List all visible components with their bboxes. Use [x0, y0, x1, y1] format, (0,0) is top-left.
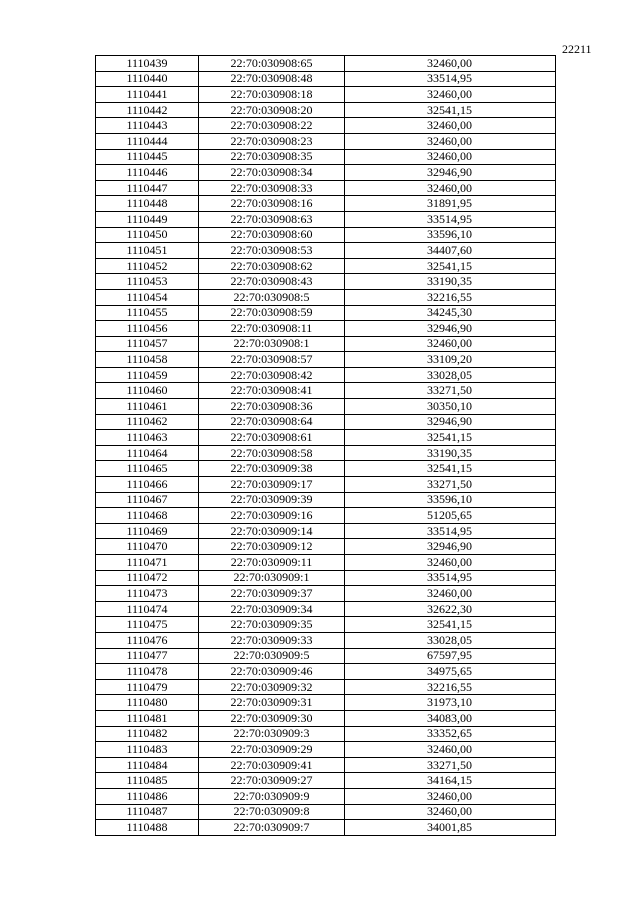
value-cell: 32216,55	[345, 679, 556, 695]
row-number-cell: 1110472	[96, 570, 199, 586]
table-row	[96, 180, 556, 196]
table-row	[96, 118, 556, 134]
table-row	[96, 258, 556, 274]
table-row	[96, 56, 556, 72]
cadastral-number-cell: 22:70:030909:35	[199, 617, 345, 633]
value-cell: 33596,10	[345, 492, 556, 508]
table-row	[96, 508, 556, 524]
row-number-cell: 1110479	[96, 679, 199, 695]
value-cell: 33514,95	[345, 71, 556, 87]
cadastral-number-cell: 22:70:030908:22	[199, 118, 345, 134]
table-row	[96, 570, 556, 586]
cadastral-number-cell: 22:70:030909:8	[199, 804, 345, 820]
row-number-cell: 1110486	[96, 788, 199, 804]
table-row	[96, 461, 556, 477]
cadastral-number-cell: 22:70:030908:36	[199, 399, 345, 415]
value-cell: 33514,95	[345, 523, 556, 539]
table-row	[96, 196, 556, 212]
cadastral-number-cell: 22:70:030908:20	[199, 102, 345, 118]
value-cell: 67597,95	[345, 648, 556, 664]
row-number-cell: 1110482	[96, 726, 199, 742]
row-number-cell: 1110461	[96, 399, 199, 415]
cadastral-number-cell: 22:70:030908:41	[199, 383, 345, 399]
cadastral-number-cell: 22:70:030908:60	[199, 227, 345, 243]
table-row	[96, 523, 556, 539]
cadastral-number-cell: 22:70:030908:1	[199, 336, 345, 352]
table-row	[96, 321, 556, 337]
table-row	[96, 149, 556, 165]
cadastral-number-cell: 22:70:030909:32	[199, 679, 345, 695]
cadastral-number-cell: 22:70:030909:1	[199, 570, 345, 586]
row-number-cell: 1110457	[96, 336, 199, 352]
value-cell: 32460,00	[345, 149, 556, 165]
row-number-cell: 1110477	[96, 648, 199, 664]
table-row	[96, 492, 556, 508]
cadastral-number-cell: 22:70:030908:18	[199, 87, 345, 103]
table-row	[96, 399, 556, 415]
table-row	[96, 71, 556, 87]
value-cell: 33514,95	[345, 570, 556, 586]
table-row	[96, 165, 556, 181]
value-cell: 33271,50	[345, 383, 556, 399]
cadastral-number-cell: 22:70:030909:17	[199, 477, 345, 493]
table-row	[96, 87, 556, 103]
value-cell: 31891,95	[345, 196, 556, 212]
table-row	[96, 430, 556, 446]
value-cell: 34164,15	[345, 773, 556, 789]
value-cell: 33028,05	[345, 632, 556, 648]
value-cell: 34083,00	[345, 710, 556, 726]
row-number-cell: 1110465	[96, 461, 199, 477]
cadastral-number-cell: 22:70:030908:62	[199, 258, 345, 274]
row-number-cell: 1110484	[96, 757, 199, 773]
row-number-cell: 1110454	[96, 289, 199, 305]
cadastral-number-cell: 22:70:030909:30	[199, 710, 345, 726]
value-cell: 32946,90	[345, 321, 556, 337]
table-row	[96, 555, 556, 571]
row-number-cell: 1110451	[96, 243, 199, 259]
value-cell: 51205,65	[345, 508, 556, 524]
cadastral-number-cell: 22:70:030908:59	[199, 305, 345, 321]
row-number-cell: 1110441	[96, 87, 199, 103]
table-row	[96, 632, 556, 648]
cadastral-number-cell: 22:70:030908:11	[199, 321, 345, 337]
row-number-cell: 1110448	[96, 196, 199, 212]
value-cell: 32460,00	[345, 180, 556, 196]
table-row	[96, 648, 556, 664]
value-cell: 33190,35	[345, 274, 556, 290]
row-number-cell: 1110452	[96, 258, 199, 274]
value-cell: 32216,55	[345, 289, 556, 305]
row-number-cell: 1110483	[96, 742, 199, 758]
row-number-cell: 1110466	[96, 477, 199, 493]
table-row	[96, 289, 556, 305]
value-cell: 33352,65	[345, 726, 556, 742]
value-cell: 33109,20	[345, 352, 556, 368]
table-row	[96, 445, 556, 461]
value-cell: 33514,95	[345, 211, 556, 227]
table-row	[96, 773, 556, 789]
row-number-cell: 1110444	[96, 133, 199, 149]
row-number-cell: 1110463	[96, 430, 199, 446]
value-cell: 34975,65	[345, 664, 556, 680]
value-cell: 32460,00	[345, 118, 556, 134]
cadastral-number-cell: 22:70:030908:65	[199, 56, 345, 72]
table-row	[96, 102, 556, 118]
table-row	[96, 211, 556, 227]
value-cell: 32460,00	[345, 56, 556, 72]
cadastral-number-cell: 22:70:030909:37	[199, 586, 345, 602]
row-number-cell: 1110439	[96, 56, 199, 72]
cadastral-number-cell: 22:70:030908:33	[199, 180, 345, 196]
cadastral-number-cell: 22:70:030909:29	[199, 742, 345, 758]
cadastral-number-cell: 22:70:030909:5	[199, 648, 345, 664]
row-number-cell: 1110487	[96, 804, 199, 820]
row-number-cell: 1110474	[96, 601, 199, 617]
table-row	[96, 679, 556, 695]
value-cell: 32460,00	[345, 133, 556, 149]
value-cell: 32460,00	[345, 87, 556, 103]
cadastral-number-cell: 22:70:030908:58	[199, 445, 345, 461]
value-cell: 30350,10	[345, 399, 556, 415]
table-row	[96, 804, 556, 820]
table-row	[96, 274, 556, 290]
cadastral-number-cell: 22:70:030908:61	[199, 430, 345, 446]
cadastral-number-cell: 22:70:030909:12	[199, 539, 345, 555]
table-row	[96, 352, 556, 368]
value-cell: 32460,00	[345, 336, 556, 352]
value-cell: 32946,90	[345, 539, 556, 555]
row-number-cell: 1110460	[96, 383, 199, 399]
table-row	[96, 305, 556, 321]
value-cell: 32622,30	[345, 601, 556, 617]
value-cell: 32460,00	[345, 555, 556, 571]
cadastral-number-cell: 22:70:030909:16	[199, 508, 345, 524]
value-cell: 33271,50	[345, 477, 556, 493]
table-row	[96, 243, 556, 259]
row-number-cell: 1110464	[96, 445, 199, 461]
table-row	[96, 820, 556, 836]
row-number-cell: 1110445	[96, 149, 199, 165]
cadastral-number-cell: 22:70:030909:3	[199, 726, 345, 742]
row-number-cell: 1110473	[96, 586, 199, 602]
value-cell: 32541,15	[345, 617, 556, 633]
row-number-cell: 1110456	[96, 321, 199, 337]
table-row	[96, 617, 556, 633]
cadastral-number-cell: 22:70:030908:35	[199, 149, 345, 165]
cadastral-number-cell: 22:70:030909:39	[199, 492, 345, 508]
table-row	[96, 664, 556, 680]
cadastral-number-cell: 22:70:030909:31	[199, 695, 345, 711]
value-cell: 32460,00	[345, 804, 556, 820]
value-cell: 34407,60	[345, 243, 556, 259]
row-number-cell: 1110450	[96, 227, 199, 243]
cadastral-number-cell: 22:70:030908:5	[199, 289, 345, 305]
row-number-cell: 1110468	[96, 508, 199, 524]
row-number-cell: 1110469	[96, 523, 199, 539]
cadastral-number-cell: 22:70:030909:9	[199, 788, 345, 804]
value-cell: 32541,15	[345, 430, 556, 446]
table-row	[96, 742, 556, 758]
value-cell: 32541,15	[345, 461, 556, 477]
cadastral-number-cell: 22:70:030908:34	[199, 165, 345, 181]
row-number-cell: 1110459	[96, 367, 199, 383]
table-row	[96, 227, 556, 243]
cadastral-number-cell: 22:70:030909:38	[199, 461, 345, 477]
row-number-cell: 1110480	[96, 695, 199, 711]
table-row	[96, 726, 556, 742]
cadastral-number-cell: 22:70:030909:11	[199, 555, 345, 571]
cadastral-number-cell: 22:70:030908:43	[199, 274, 345, 290]
row-number-cell: 1110440	[96, 71, 199, 87]
cadastral-number-cell: 22:70:030909:27	[199, 773, 345, 789]
table-row	[96, 710, 556, 726]
row-number-cell: 1110443	[96, 118, 199, 134]
table-row	[96, 336, 556, 352]
row-number-cell: 1110481	[96, 710, 199, 726]
value-cell: 32946,90	[345, 414, 556, 430]
page-number: 22211	[562, 42, 592, 56]
row-number-cell: 1110446	[96, 165, 199, 181]
table-row	[96, 367, 556, 383]
table-row	[96, 383, 556, 399]
row-number-cell: 1110470	[96, 539, 199, 555]
row-number-cell: 1110471	[96, 555, 199, 571]
cadastral-number-cell: 22:70:030908:48	[199, 71, 345, 87]
row-number-cell: 1110449	[96, 211, 199, 227]
cadastral-number-cell: 22:70:030908:64	[199, 414, 345, 430]
table-row	[96, 601, 556, 617]
table-row	[96, 788, 556, 804]
value-cell: 33028,05	[345, 367, 556, 383]
value-cell: 31973,10	[345, 695, 556, 711]
table-body	[96, 56, 556, 836]
value-cell: 34001,85	[345, 820, 556, 836]
row-number-cell: 1110485	[96, 773, 199, 789]
table-row	[96, 539, 556, 555]
table-row	[96, 695, 556, 711]
table-row	[96, 586, 556, 602]
row-number-cell: 1110476	[96, 632, 199, 648]
row-number-cell: 1110475	[96, 617, 199, 633]
cadastral-number-cell: 22:70:030909:7	[199, 820, 345, 836]
row-number-cell: 1110462	[96, 414, 199, 430]
cadastral-number-cell: 22:70:030909:33	[199, 632, 345, 648]
table-row	[96, 414, 556, 430]
value-cell: 32460,00	[345, 742, 556, 758]
cadastral-number-cell: 22:70:030909:34	[199, 601, 345, 617]
cadastral-number-cell: 22:70:030908:16	[199, 196, 345, 212]
value-cell: 32946,90	[345, 165, 556, 181]
row-number-cell: 1110478	[96, 664, 199, 680]
value-cell: 32541,15	[345, 258, 556, 274]
row-number-cell: 1110455	[96, 305, 199, 321]
row-number-cell: 1110442	[96, 102, 199, 118]
row-number-cell: 1110453	[96, 274, 199, 290]
table-row	[96, 757, 556, 773]
value-cell: 33190,35	[345, 445, 556, 461]
value-cell: 33596,10	[345, 227, 556, 243]
value-cell: 33271,50	[345, 757, 556, 773]
cadastral-value-table	[95, 55, 556, 836]
cadastral-number-cell: 22:70:030909:41	[199, 757, 345, 773]
value-cell: 32460,00	[345, 586, 556, 602]
table-row	[96, 133, 556, 149]
cadastral-number-cell: 22:70:030908:42	[199, 367, 345, 383]
value-cell: 34245,30	[345, 305, 556, 321]
row-number-cell: 1110488	[96, 820, 199, 836]
cadastral-number-cell: 22:70:030908:53	[199, 243, 345, 259]
row-number-cell: 1110467	[96, 492, 199, 508]
row-number-cell: 1110447	[96, 180, 199, 196]
row-number-cell: 1110458	[96, 352, 199, 368]
cadastral-number-cell: 22:70:030908:23	[199, 133, 345, 149]
value-cell: 32460,00	[345, 788, 556, 804]
table-row	[96, 477, 556, 493]
cadastral-number-cell: 22:70:030909:46	[199, 664, 345, 680]
cadastral-number-cell: 22:70:030908:63	[199, 211, 345, 227]
cadastral-number-cell: 22:70:030909:14	[199, 523, 345, 539]
value-cell: 32541,15	[345, 102, 556, 118]
cadastral-number-cell: 22:70:030908:57	[199, 352, 345, 368]
